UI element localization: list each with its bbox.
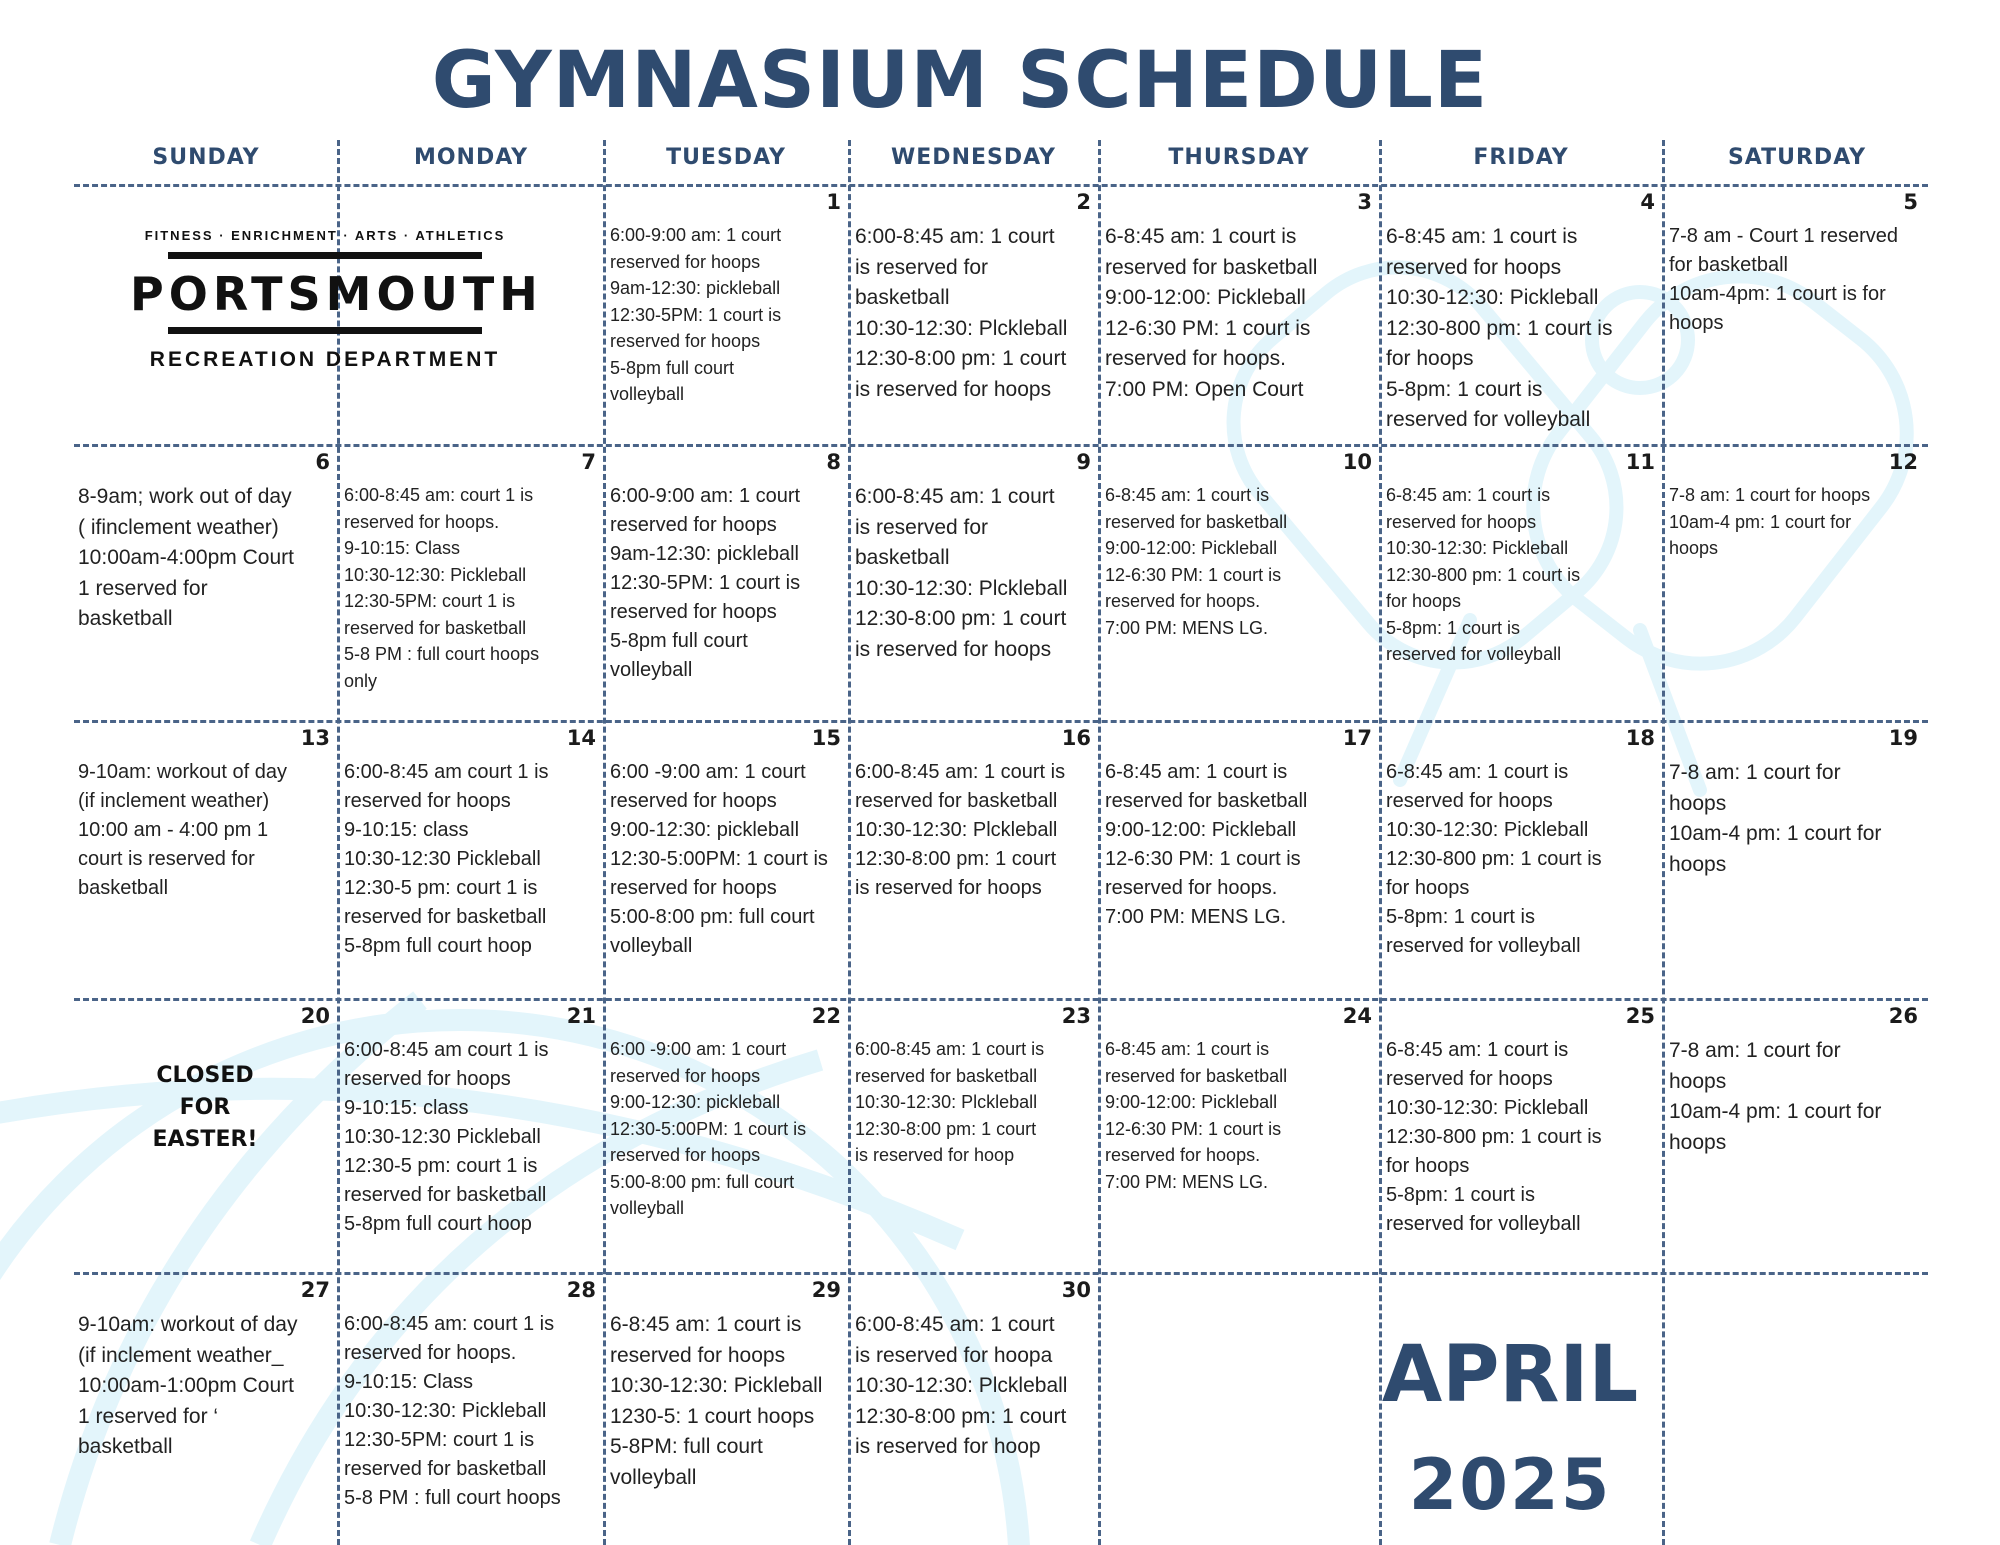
schedule-line: 9-10am: workout of day	[78, 761, 287, 783]
logo-tagline: FITNESS · ENRICHMENT · ARTS · ATHLETICS	[144, 228, 506, 243]
schedule-entries	[1669, 482, 1920, 562]
schedule-entries	[1669, 222, 1920, 338]
schedule-line: 5-8pm full court hoop	[344, 1213, 532, 1235]
schedule-line: 9:00-12:00: Pickleball	[1105, 286, 1306, 309]
schedule-line: reserved for hoops	[610, 877, 777, 899]
schedule-line: 6:00-8:45 am: court 1 is	[344, 1313, 555, 1335]
schedule-line: 9-10:15: Class	[344, 1371, 473, 1393]
schedule-line: hoops	[1669, 538, 1719, 558]
schedule-line: 10:30-12:30: Pickleball	[1386, 286, 1599, 309]
month-year-label	[1380, 1320, 1640, 1540]
schedule-line: 5-8pm full court	[610, 357, 735, 378]
schedule-line: 6:00-8:45 am: 1 court	[855, 485, 1055, 508]
schedule-entries	[1105, 1036, 1374, 1195]
schedule-line: 5-8pm full court	[610, 630, 748, 652]
schedule-line: is reserved for hoops	[855, 877, 1042, 899]
schedule-line: 5:00-8:00 pm: full court	[610, 906, 815, 928]
schedule-line: 12-6:30 PM: 1 court is	[1105, 564, 1282, 585]
schedule-line: 10:30-12:30: Pickleball	[1386, 538, 1569, 558]
schedule-line: 12-6:30 PM: 1 court is	[1105, 848, 1301, 870]
calendar-day-cell	[1101, 722, 1378, 996]
day-number: 23	[1061, 1004, 1091, 1028]
day-number: 14	[566, 726, 596, 750]
day-number: 19	[1888, 726, 1918, 750]
schedule-line: 6:00-8:45 am: court 1 is	[344, 485, 534, 505]
schedule-entries	[855, 222, 1093, 405]
schedule-line: court is reserved for	[78, 848, 255, 870]
day-number: 12	[1888, 450, 1918, 474]
schedule-line: hoops	[1669, 852, 1727, 876]
calendar-day-cell	[606, 1000, 847, 1270]
schedule-line: reserved for hoops	[610, 1065, 761, 1086]
schedule-entries	[610, 482, 843, 685]
calendar-day-cell	[1101, 186, 1378, 442]
day-number: 3	[1357, 190, 1372, 214]
schedule-line: reserved for hoops	[610, 514, 777, 536]
schedule-line: volleyball	[610, 1465, 697, 1489]
schedule-line: reserved for basketball	[855, 790, 1058, 812]
schedule-line: 7:00 PM: MENS LG.	[1105, 617, 1269, 638]
schedule-line: 8-9am; work out of day	[78, 485, 292, 508]
calendar-day-cell	[851, 186, 1097, 442]
schedule-line: 6-8:45 am: 1 court is	[1105, 761, 1288, 783]
schedule-line: is reserved for hoopa	[855, 1343, 1053, 1367]
calendar-day-cell	[1665, 1000, 1924, 1270]
schedule-line: 1 reserved for ‘	[78, 1404, 219, 1428]
schedule-line: 6:00-8:45 am court 1 is	[344, 761, 549, 783]
calendar-day-cell	[606, 446, 847, 718]
schedule-line: 6:00-8:45 am: 1 court	[855, 1313, 1055, 1336]
day-header-friday: FRIDAY	[1473, 145, 1569, 170]
schedule-entries	[610, 758, 843, 961]
calendar-day-cell	[74, 1274, 336, 1541]
schedule-line: reserved for hoops	[610, 251, 761, 272]
schedule-line: reserved for basketball	[1105, 1065, 1288, 1086]
schedule-line: 9-10:15: Class	[344, 538, 461, 558]
schedule-line: reserved for hoops	[610, 790, 777, 812]
day-number: 7	[581, 450, 596, 474]
calendar-day-cell	[851, 722, 1097, 996]
schedule-line: is reserved for	[855, 515, 989, 539]
day-number: 8	[826, 450, 841, 474]
schedule-line: (if inclement weather)	[78, 790, 270, 812]
schedule-line: for hoops	[1386, 347, 1474, 370]
schedule-line: only	[344, 670, 378, 691]
schedule-line: reserved for hoops.	[344, 1342, 517, 1364]
schedule-entries	[344, 482, 598, 694]
schedule-line: reserved for hoops	[1386, 1068, 1553, 1090]
schedule-line: 12:30-5PM: court 1 is	[344, 591, 516, 611]
schedule-line: 6:00-8:45 am court 1 is	[344, 1039, 549, 1061]
schedule-line: 7-8 am - Court 1 reserved	[1669, 225, 1898, 247]
schedule-line: 9am-12:30: pickleball	[610, 278, 781, 298]
calendar-day-cell	[851, 1000, 1097, 1270]
day-number: 17	[1342, 726, 1372, 750]
schedule-line: 6:00-9:00 am: 1 court	[610, 225, 782, 245]
day-number: 16	[1061, 726, 1091, 750]
schedule-line: 12:30-5 pm: court 1 is	[344, 1155, 538, 1177]
logo-subtitle: RECREATION DEPARTMENT	[149, 348, 501, 371]
schedule-line: 12:30-800 pm: 1 court is	[1386, 564, 1581, 585]
day-number: 6	[315, 450, 330, 474]
schedule-line: 12:30-5PM: 1 court is	[610, 304, 782, 325]
schedule-line: reserved for volleyball	[1386, 644, 1562, 664]
schedule-line: 10:30-12:30: Pickleball	[344, 1400, 547, 1422]
day-number: 28	[566, 1278, 596, 1302]
logo-rule	[168, 252, 482, 259]
schedule-line: is reserved for hoop	[855, 1435, 1041, 1458]
schedule-line: reserved for volleyball	[1386, 408, 1591, 431]
calendar-day-cell	[1382, 1000, 1661, 1270]
calendar-day-cell	[606, 1274, 847, 1541]
calendar-day-cell	[1382, 186, 1661, 442]
schedule-line: reserved for basketball	[344, 906, 547, 928]
schedule-entries	[610, 1310, 843, 1493]
schedule-line: 6-8:45 am: 1 court is	[1386, 1039, 1569, 1061]
portsmouth-recreation-logo	[130, 228, 543, 372]
schedule-line: basketball	[78, 607, 173, 630]
schedule-line: 12:30-5:00PM: 1 court is	[610, 1118, 807, 1139]
schedule-line: 5-8pm: 1 court is	[1386, 377, 1543, 401]
schedule-entries	[78, 1310, 332, 1463]
schedule-line: 9:00-12:30: pickleball	[610, 819, 800, 841]
schedule-line: reserved for hoops.	[1105, 1145, 1261, 1165]
schedule-line: 12:30-5 pm: court 1 is	[344, 877, 538, 899]
schedule-line: 10:00am-4:00pm Court	[78, 546, 294, 569]
day-number: 5	[1903, 190, 1918, 214]
schedule-line: reserved for hoops	[610, 601, 777, 623]
calendar-day-cell	[340, 446, 602, 718]
schedule-line: 6:00 -9:00 am: 1 court	[610, 1039, 787, 1059]
calendar-day-cell	[1101, 446, 1378, 718]
schedule-line: hoops	[1669, 312, 1724, 334]
schedule-line: reserved for hoops.	[344, 511, 500, 532]
schedule-line: 5-8pm: 1 court is	[1386, 1184, 1535, 1206]
schedule-line: hoops	[1669, 1069, 1727, 1093]
schedule-line: volleyball	[610, 935, 693, 957]
schedule-line: 10:30-12:30: Pickleball	[1386, 819, 1589, 841]
day-number: 22	[811, 1004, 841, 1028]
schedule-entries	[855, 1036, 1093, 1169]
day-number: 9	[1076, 450, 1091, 474]
schedule-line: 9-10:15: class	[344, 1097, 469, 1119]
day-number: 1	[826, 190, 841, 214]
schedule-line: reserved for basketball	[344, 1458, 547, 1480]
schedule-line: is reserved for hoop	[855, 1145, 1015, 1165]
month-label: APRIL	[1381, 1330, 1639, 1420]
schedule-line: 6-8:45 am: 1 court is	[1105, 1039, 1270, 1059]
schedule-line: 7:00 PM: MENS LG.	[1105, 906, 1287, 928]
calendar-day-cell	[340, 1274, 602, 1541]
calendar-day-cell	[1101, 1000, 1378, 1270]
schedule-entries	[78, 482, 332, 635]
day-number: 26	[1888, 1004, 1918, 1028]
schedule-line: 5:00-8:00 pm: full court	[610, 1171, 795, 1192]
calendar-day-cell	[340, 1000, 602, 1270]
day-header-tuesday: TUESDAY	[666, 145, 786, 170]
schedule-line: reserved for hoops	[1386, 255, 1562, 279]
day-number: 21	[566, 1004, 596, 1028]
schedule-line: basketball	[855, 286, 950, 309]
day-number: 20	[300, 1004, 330, 1028]
page-title: GYMNASIUM SCHEDULE	[431, 36, 1489, 126]
day-header-wednesday: WEDNESDAY	[891, 145, 1056, 170]
schedule-line: 1 reserved for	[78, 576, 208, 600]
schedule-entries	[1105, 758, 1374, 932]
schedule-line: 12:30-8:00 pm: 1 court	[855, 1404, 1067, 1428]
calendar-day-cell	[74, 446, 336, 718]
schedule-line: 5-8 PM : full court hoops	[344, 644, 540, 664]
calendar-day-cell	[1665, 446, 1924, 718]
calendar-day-cell	[340, 722, 602, 996]
schedule-entries	[1105, 222, 1374, 405]
schedule-line: basketball	[78, 877, 169, 899]
day-number: 24	[1342, 1004, 1372, 1028]
schedule-line: 6:00-8:45 am: 1 court is	[855, 1039, 1045, 1059]
schedule-line: 12:30-8:00 pm: 1 court	[855, 1118, 1037, 1139]
schedule-line: hoops	[1669, 791, 1727, 815]
schedule-line: is reserved for	[855, 255, 989, 279]
day-number: 25	[1625, 1004, 1655, 1028]
schedule-line: 9-10:15: class	[344, 819, 469, 841]
schedule-line: 9:00-12:00: Pickleball	[1105, 819, 1297, 841]
schedule-line: 10am-4pm: 1 court is for	[1669, 283, 1886, 305]
schedule-line: 7-8 am: 1 court for hoops	[1669, 485, 1871, 505]
schedule-line: 7:00 PM: MENS LG.	[1105, 1171, 1269, 1192]
schedule-entries	[1386, 758, 1657, 961]
calendar-day-cell	[606, 186, 847, 442]
schedule-line: for basketball	[1669, 254, 1788, 276]
schedule-line: 9am-12:30: pickleball	[610, 543, 799, 565]
schedule-line: 10:30-12:30: Plckleball	[855, 576, 1068, 600]
schedule-entries	[1386, 482, 1657, 668]
schedule-entries	[855, 758, 1093, 903]
schedule-line: 6:00-9:00 am: 1 court	[610, 485, 801, 507]
schedule-line: (if inclement weather_	[78, 1343, 284, 1367]
schedule-line: 1230-5: 1 court hoops	[610, 1404, 815, 1428]
calendar-day-cell	[74, 1000, 336, 1270]
schedule-entries	[610, 1036, 843, 1222]
schedule-entries	[344, 758, 598, 961]
schedule-line: 10am-4 pm: 1 court for	[1669, 1100, 1882, 1123]
schedule-entries	[855, 1310, 1093, 1463]
schedule-line: 10:00am-1:00pm Court	[78, 1374, 294, 1397]
schedule-line: 6-8:45 am: 1 court is	[610, 1313, 802, 1336]
schedule-line: 6-8:45 am: 1 court is	[1386, 761, 1569, 783]
calendar-day-cell	[74, 722, 336, 996]
schedule-line: volleyball	[610, 1198, 685, 1218]
schedule-line: 7-8 am: 1 court for	[1669, 761, 1841, 784]
closed-notice-line: CLOSED	[156, 1063, 254, 1088]
schedule-line: for hoops	[1386, 1155, 1470, 1177]
schedule-line: 10:30-12:30: Plckleball	[855, 819, 1058, 841]
schedule-line: 10:30-12:30: Plckleball	[855, 316, 1068, 340]
schedule-line: 12:30-8:00 pm: 1 court	[855, 607, 1067, 630]
day-number: 27	[300, 1278, 330, 1302]
schedule-line: 7-8 am: 1 court for	[1669, 1039, 1841, 1062]
schedule-line: 10am-4 pm: 1 court for	[1669, 822, 1882, 845]
schedule-line: 6:00-8:45 am: 1 court is	[855, 761, 1066, 783]
schedule-line: reserved for basketball	[1105, 255, 1318, 279]
schedule-line: 5-8pm full court hoop	[344, 935, 532, 957]
schedule-line: 10am-4 pm: 1 court for	[1669, 511, 1852, 532]
schedule-line: reserved for basketball	[344, 1184, 547, 1206]
schedule-line: 10:30-12:30: Pickleball	[344, 564, 527, 585]
schedule-line: 10:00 am - 4:00 pm 1	[78, 819, 269, 841]
schedule-line: reserved for volleyball	[1386, 1213, 1581, 1235]
schedule-entries	[855, 482, 1093, 665]
schedule-line: reserved for hoops.	[1105, 877, 1278, 899]
schedule-entries	[78, 758, 332, 903]
day-header-thursday: THURSDAY	[1168, 145, 1310, 170]
schedule-line: 6:00 -9:00 am: 1 court	[610, 761, 806, 783]
schedule-line: 9:00-12:00: Pickleball	[1105, 538, 1278, 558]
schedule-line: reserved for basketball	[1105, 790, 1308, 812]
closed-notice-line: EASTER!	[152, 1127, 258, 1152]
schedule-line: basketball	[78, 1435, 173, 1458]
schedule-line: basketball	[855, 546, 950, 569]
schedule-line: 12:30-5:00PM: 1 court is	[610, 848, 828, 870]
schedule-line: 5-8PM: full court	[610, 1435, 763, 1458]
schedule-line: reserved for hoops	[610, 1145, 761, 1165]
schedule-line: 10:30-12:30: Plckleball	[855, 1374, 1068, 1397]
schedule-line: for hoops	[1386, 877, 1470, 899]
closed-notice	[74, 1060, 336, 1156]
schedule-line: reserved for hoops	[1386, 790, 1553, 812]
schedule-entries	[610, 222, 843, 408]
schedule-line: reserved for hoops	[344, 1068, 511, 1090]
schedule-entries	[1386, 222, 1657, 436]
schedule-line: 12-6:30 PM: 1 court is	[1105, 316, 1311, 340]
schedule-line: 5-8pm: 1 court is	[1386, 906, 1535, 928]
day-number: 29	[811, 1278, 841, 1302]
schedule-entries	[1386, 1036, 1657, 1239]
schedule-entries	[1669, 1036, 1920, 1158]
schedule-line: hoops	[1669, 1130, 1727, 1154]
schedule-line: 10:30-12:30: Pickleball	[1386, 1097, 1589, 1119]
schedule-line: 12:30-5PM: 1 court is	[610, 572, 801, 594]
schedule-line: reserved for hoops	[610, 1343, 786, 1367]
schedule-line: ( ifinclement weather)	[78, 515, 279, 539]
schedule-line: reserved for basketball	[344, 617, 527, 638]
schedule-line: reserved for hoops	[1386, 511, 1537, 532]
schedule-line: 6-8:45 am: 1 court is	[1386, 485, 1551, 505]
schedule-line: 6:00-8:45 am: 1 court	[855, 225, 1055, 248]
schedule-line: 9:00-12:30: pickleball	[610, 1092, 781, 1112]
day-header-monday: MONDAY	[413, 145, 529, 170]
calendar-day-cell	[851, 446, 1097, 718]
schedule-line: 12:30-5PM: court 1 is	[344, 1429, 535, 1451]
schedule-line: 6-8:45 am: 1 court is	[1386, 225, 1578, 248]
schedule-line: is reserved for hoops	[855, 637, 1052, 661]
schedule-line: reserved for volleyball	[1386, 935, 1581, 957]
schedule-line: reserved for basketball	[855, 1065, 1038, 1086]
calendar-day-cell	[1665, 722, 1924, 996]
schedule-line: reserved for basketball	[1105, 511, 1288, 532]
schedule-line: 5-8 PM : full court hoops	[344, 1487, 561, 1509]
day-number: 15	[811, 726, 841, 750]
day-number: 4	[1640, 190, 1655, 214]
schedule-line: 9-10am: workout of day	[78, 1313, 298, 1336]
calendar-day-cell	[1665, 186, 1924, 442]
schedule-entries	[1669, 758, 1920, 880]
schedule-line: 10:30-12:30: Plckleball	[855, 1092, 1038, 1112]
schedule-line: reserved for hoops.	[1105, 591, 1261, 611]
schedule-line: 12:30-800 pm: 1 court is	[1386, 848, 1602, 870]
day-number: 11	[1625, 450, 1655, 474]
logo-name: PORTSMOUTH	[130, 267, 543, 321]
day-header-saturday: SATURDAY	[1727, 145, 1867, 170]
schedule-line: 6-8:45 am: 1 court is	[1105, 225, 1297, 248]
schedule-line: 12:30-800 pm: 1 court is	[1386, 1126, 1602, 1148]
schedule-line: for hoops	[1386, 591, 1462, 611]
day-header-sunday: SUNDAY	[152, 145, 260, 170]
year-label: 2025	[1408, 1444, 1612, 1526]
schedule-line: 9:00-12:00: Pickleball	[1105, 1092, 1278, 1112]
calendar-day-cell	[851, 1274, 1097, 1541]
closed-notice-line: FOR	[179, 1095, 231, 1120]
calendar-day-cell	[606, 722, 847, 996]
day-number: 18	[1625, 726, 1655, 750]
schedule-line: is reserved for hoops	[855, 377, 1052, 401]
day-number: 2	[1076, 190, 1091, 214]
schedule-entries	[1105, 482, 1374, 641]
schedule-line: 12-6:30 PM: 1 court is	[1105, 1118, 1282, 1139]
schedule-line: 10:30-12:30 Pickleball	[344, 848, 541, 870]
schedule-line: 7:00 PM: Open Court	[1105, 377, 1304, 401]
day-number: 30	[1061, 1278, 1091, 1302]
schedule-line: reserved for hoops	[610, 331, 761, 351]
schedule-line: 12:30-8:00 pm: 1 court	[855, 347, 1067, 370]
calendar-day-cell	[1382, 722, 1661, 996]
schedule-entries	[344, 1310, 598, 1513]
schedule-entries	[344, 1036, 598, 1239]
schedule-line: reserved for hoops.	[1105, 347, 1286, 370]
schedule-line: volleyball	[610, 384, 685, 404]
schedule-line: 6-8:45 am: 1 court is	[1105, 485, 1270, 505]
logo-rule	[168, 327, 482, 334]
day-number: 10	[1342, 450, 1372, 474]
schedule-line: 5-8pm: 1 court is	[1386, 617, 1521, 638]
schedule-line: 12:30-800 pm: 1 court is	[1386, 316, 1613, 340]
schedule-line: 10:30-12:30: Pickleball	[610, 1374, 823, 1397]
schedule-line: volleyball	[610, 659, 693, 681]
schedule-line: 10:30-12:30 Pickleball	[344, 1126, 541, 1148]
schedule-line: reserved for hoops	[344, 790, 511, 812]
schedule-line: 12:30-8:00 pm: 1 court	[855, 848, 1057, 870]
day-number: 13	[300, 726, 330, 750]
calendar-day-cell	[1382, 446, 1661, 718]
